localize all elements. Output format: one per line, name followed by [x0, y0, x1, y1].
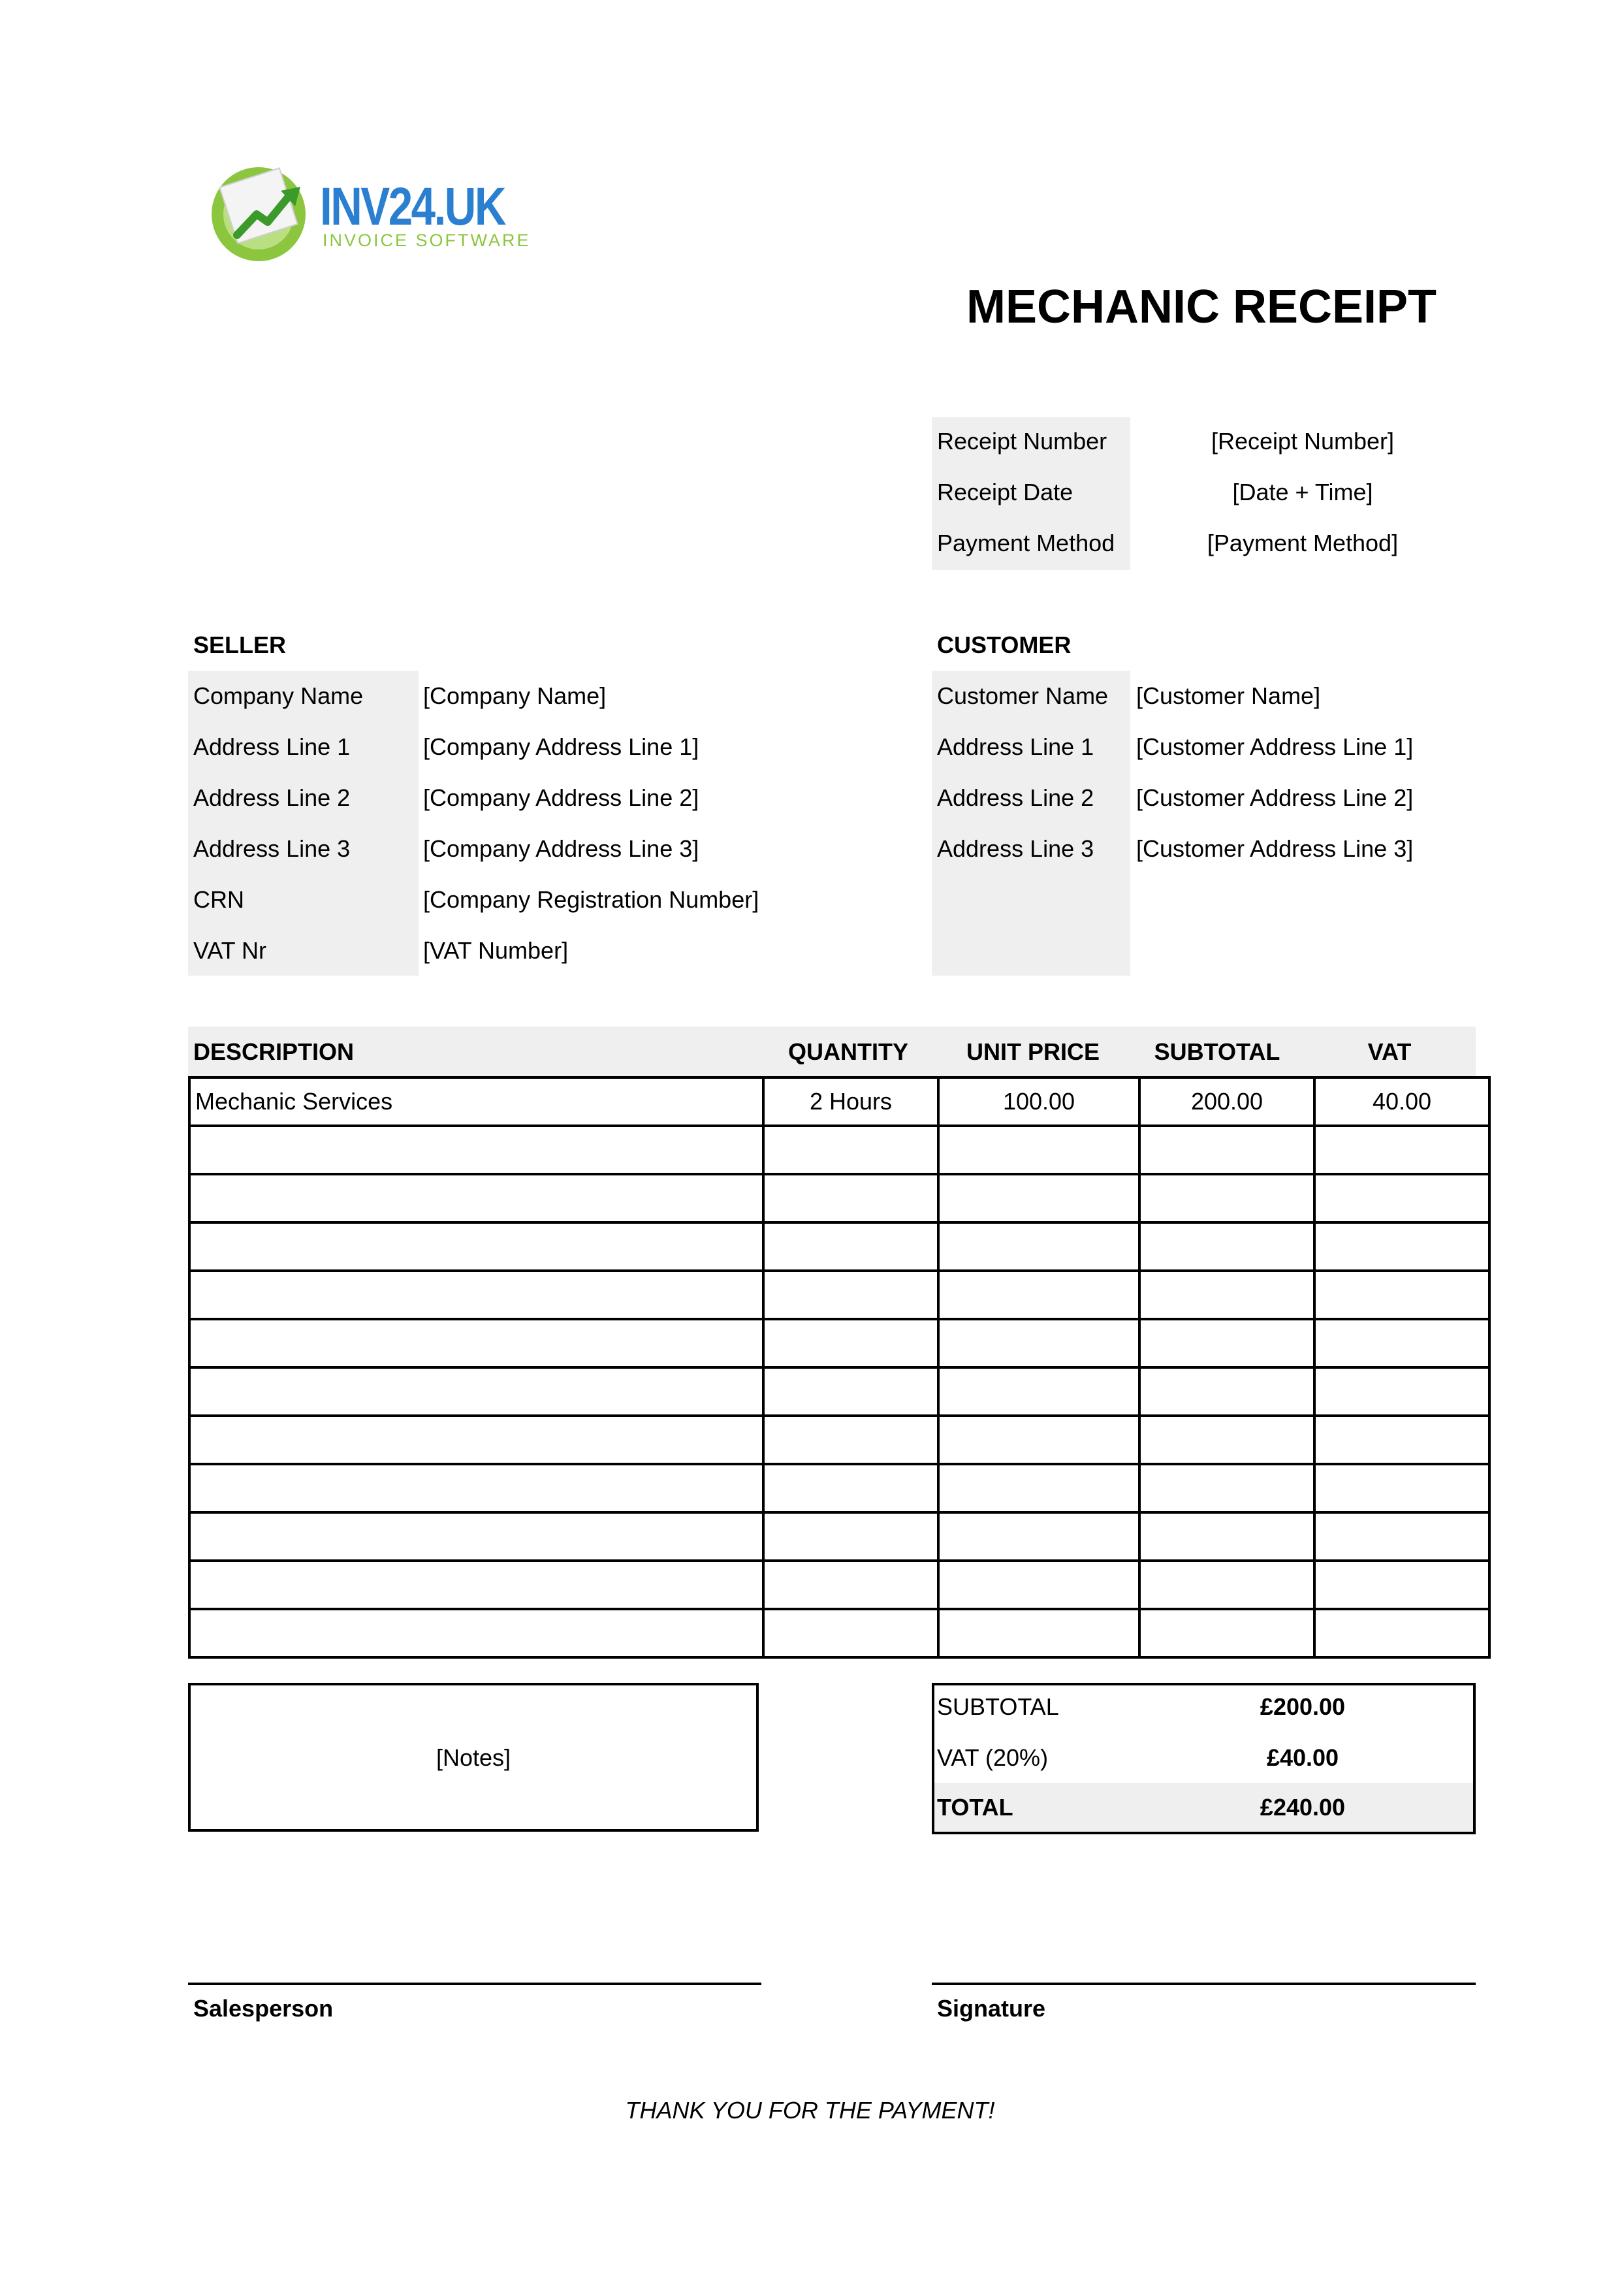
thank-you-note: THANK YOU FOR THE PAYMENT! [625, 2097, 995, 2124]
logo-tagline: INVOICE SOFTWARE [323, 231, 531, 250]
logo-name: INV24.UK [320, 177, 505, 236]
column-header-description: DESCRIPTION [193, 1038, 355, 1065]
table-row [189, 1271, 1489, 1319]
table-row [189, 1126, 1489, 1174]
seller-value: [Company Registration Number] [423, 886, 759, 913]
item-subtotal: 200.00 [1139, 1077, 1314, 1126]
table-row [189, 1561, 1489, 1609]
customer-label: Address Line 1 [937, 733, 1094, 760]
column-header-subtotal: SUBTOTAL [1154, 1038, 1280, 1065]
payment-method-label: Payment Method [937, 530, 1115, 556]
document-title: MECHANIC RECEIPT [966, 281, 1437, 333]
table-row [189, 1222, 1489, 1271]
item-quantity: 2 Hours [763, 1077, 938, 1126]
salesperson-label: Salesperson [193, 1995, 334, 2022]
seller-value: [Company Address Line 3] [423, 835, 699, 862]
column-header-vat: VAT [1367, 1038, 1412, 1065]
seller-label: Company Name [193, 682, 364, 709]
customer-value: [Customer Address Line 2] [1136, 784, 1414, 811]
vat-value: £40.00 [1266, 1744, 1339, 1771]
customer-heading: CUSTOMER [937, 631, 1072, 658]
seller-label: Address Line 1 [193, 733, 351, 760]
customer-label: Customer Name [937, 682, 1109, 709]
seller-label: VAT Nr [193, 937, 267, 964]
seller-label: Address Line 3 [193, 835, 351, 862]
receipt-number-value: [Receipt Number] [1211, 428, 1395, 454]
vat-label: VAT (20%) [937, 1744, 1049, 1771]
table-row [189, 1077, 1489, 1126]
customer-label: Address Line 3 [937, 835, 1094, 862]
customer-value: [Customer Name] [1136, 682, 1321, 709]
item-description: Mechanic Services [189, 1077, 763, 1126]
customer-label: Address Line 2 [937, 784, 1094, 811]
notes-text: [Notes] [436, 1744, 511, 1771]
seller-label: CRN [193, 886, 244, 913]
table-row [189, 1367, 1489, 1416]
seller-heading: SELLER [193, 631, 287, 658]
payment-method-value: [Payment Method] [1207, 530, 1399, 556]
receipt-date-label: Receipt Date [937, 479, 1073, 505]
table-row [189, 1416, 1489, 1464]
column-header-quantity: QUANTITY [788, 1038, 908, 1065]
subtotal-value: £200.00 [1260, 1693, 1346, 1720]
customer-value: [Customer Address Line 3] [1136, 835, 1414, 862]
logo-icon [208, 162, 319, 266]
seller-value: [Company Address Line 2] [423, 784, 699, 811]
receipt-number-label: Receipt Number [937, 428, 1107, 454]
table-row [189, 1464, 1489, 1512]
seller-label: Address Line 2 [193, 784, 351, 811]
subtotal-label: SUBTOTAL [937, 1693, 1059, 1720]
item-vat: 40.00 [1314, 1077, 1489, 1126]
receipt-date-value: [Date + Time] [1232, 479, 1373, 505]
total-value: £240.00 [1260, 1794, 1346, 1821]
table-row [189, 1609, 1489, 1657]
total-label: TOTAL [937, 1794, 1013, 1821]
item-unit-price: 100.00 [938, 1077, 1139, 1126]
table-row [189, 1512, 1489, 1561]
customer-value: [Customer Address Line 1] [1136, 733, 1414, 760]
table-row [189, 1319, 1489, 1367]
items-table [188, 1076, 1491, 1659]
seller-value: [Company Address Line 1] [423, 733, 699, 760]
seller-value: [VAT Number] [423, 937, 569, 964]
column-header-unit-price: UNIT PRICE [966, 1038, 1100, 1065]
signature-label: Signature [937, 1995, 1046, 2022]
seller-value: [Company Name] [423, 682, 607, 709]
table-row [189, 1174, 1489, 1222]
